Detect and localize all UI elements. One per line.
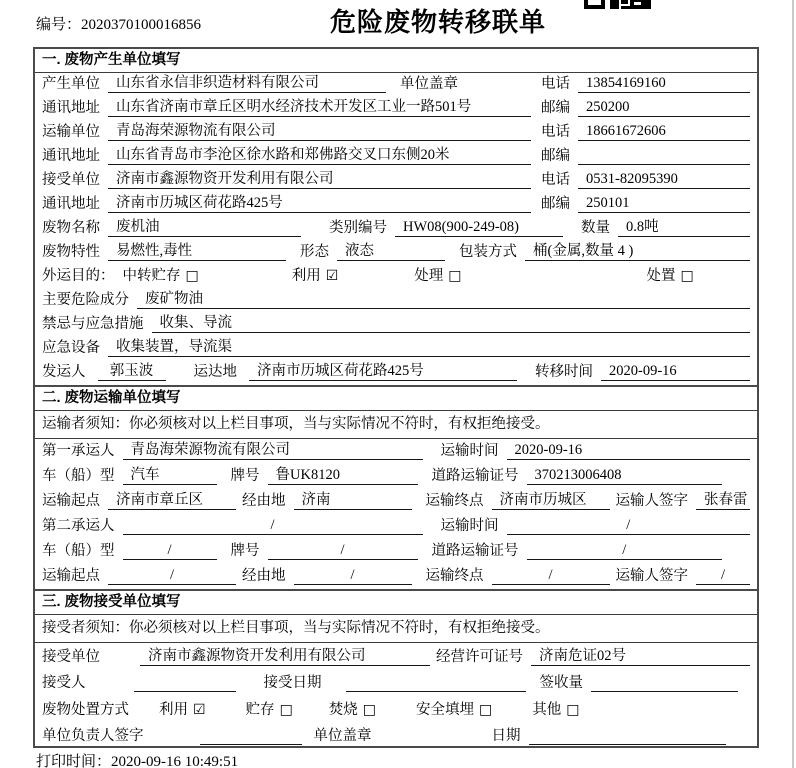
- row-vehicle-1: [35, 464, 757, 489]
- transport-unit-value: 青岛海荣源物流有限公司: [108, 122, 531, 141]
- page-title: 危险废物转移联单: [329, 7, 546, 37]
- producer-zip-label: 邮编: [541, 100, 570, 116]
- transporter-signature-label: 运输人签字: [615, 493, 688, 509]
- vehicle-type-label: 车（船）型: [42, 468, 115, 484]
- receiver-phone-value: 0531-82095390: [578, 170, 750, 189]
- emergency-measures-value: 收集、导流: [152, 314, 751, 333]
- row-emergency-measures: [35, 313, 757, 337]
- receiver-zip-value: 250101: [578, 194, 750, 213]
- checkbox-unchecked-icon: □: [448, 268, 462, 284]
- row-acceptor: [35, 670, 757, 697]
- document-number-label: 编号：: [36, 17, 82, 33]
- origin-2-label: 运输起点: [42, 568, 100, 584]
- producer-address-label: 通讯地址: [42, 100, 100, 116]
- disposal-option-label: 其他: [532, 701, 562, 718]
- row-transport-address: [35, 145, 757, 169]
- disposal-method-label: 废物处置方式: [42, 701, 129, 718]
- row-waste-traits: [35, 241, 757, 265]
- plate-number-2-value: /: [268, 541, 418, 560]
- producer-address-value: 山东省济南市章丘区明水经济技术开发区工业一路501号: [108, 98, 531, 117]
- purpose-option-label: 处置: [646, 268, 676, 284]
- transport-address-value: 山东省青岛市李沧区徐水路和郑佛路交叉口东侧20米: [108, 146, 531, 165]
- waste-traits-label: 废物特性: [42, 244, 100, 260]
- quantity-value: 0.8吨: [618, 218, 750, 237]
- vehicle-type-2-value: /: [123, 541, 217, 560]
- receiver-notice: [35, 615, 757, 643]
- transporter-notice-label: 运输者须知：: [42, 416, 129, 432]
- emergency-measures-label: 禁忌与应急措施: [42, 316, 144, 332]
- disposal-option-label: 安全填埋: [416, 701, 475, 718]
- road-permit-2-value: /: [527, 541, 723, 560]
- waste-traits-value: 易燃性,毒性: [108, 242, 286, 261]
- accept-unit-label: 接受单位: [42, 648, 100, 665]
- outbound-purpose-label: 外运目的：: [42, 268, 115, 284]
- via-2-value: /: [294, 566, 412, 585]
- transporter-notice-text: 你必须核对以上栏目事项，当与实际情况不符时，有权拒绝接受。: [129, 416, 550, 432]
- section-producer-header: 一. 废物产生单位填写: [35, 49, 757, 73]
- hazard-components-label: 主要危险成分: [42, 292, 129, 308]
- manifest-form: [33, 47, 759, 748]
- origin-2-value: /: [108, 566, 236, 585]
- section-receiver: [35, 589, 757, 749]
- packing-value: 桶(金属,数量 4 ): [525, 242, 750, 261]
- first-carrier-value: 青岛海荣源物流有限公司: [123, 441, 423, 460]
- producing-unit-value: 山东省永信非织造材料有限公司: [108, 74, 386, 93]
- row-responsible-signature: [35, 723, 757, 750]
- row-route-1: [35, 489, 757, 514]
- checkbox-checked-icon: ☑: [193, 701, 206, 718]
- row-transport-unit: [35, 121, 757, 145]
- accept-date-label: 接受日期: [263, 675, 322, 691]
- endpoint-label: 运输终点: [425, 493, 484, 509]
- accept-unit-value: 济南市鑫源物资开发利用有限公司: [140, 647, 430, 666]
- print-time-label: 打印时间：: [36, 754, 112, 768]
- plate-number-value: 鲁UK8120: [268, 466, 418, 485]
- checkbox-unchecked-icon: □: [279, 701, 293, 718]
- section-transporter: [35, 385, 757, 589]
- receiver-address-label: 通讯地址: [42, 196, 100, 212]
- vehicle-type-value: 汽车: [123, 466, 217, 485]
- document-number-value: 2020370100016856: [81, 17, 202, 33]
- hazard-components-value: 废矿物油: [137, 290, 750, 309]
- vehicle-type-2-label: 车（船）型: [42, 543, 115, 559]
- qr-code-icon: [584, 0, 654, 9]
- disposal-option-utilize: [159, 701, 206, 719]
- emergency-equipment-value: 收集装置，导流渠: [108, 338, 750, 357]
- endpoint-2-value: /: [492, 566, 610, 585]
- disposal-option-other: [532, 701, 579, 719]
- row-second-carrier: [35, 514, 757, 539]
- category-code-value: HW08(900-249-08): [395, 218, 563, 237]
- page-right-edge: [792, 0, 794, 768]
- second-carrier-label: 第二承运人: [42, 518, 115, 534]
- shipper-value: 郭玉波: [98, 362, 166, 381]
- checkbox-unchecked-icon: □: [479, 701, 493, 718]
- checkbox-unchecked-icon: □: [362, 701, 377, 718]
- transport-zip-value: [578, 146, 750, 165]
- destination-label: 运达地: [193, 364, 237, 380]
- transporter-notice: [35, 411, 757, 439]
- destination-value: 济南市历城区荷花路425号: [249, 362, 517, 381]
- first-carrier-label: 第一承运人: [42, 443, 115, 459]
- received-quantity-label: 签收量: [539, 675, 583, 691]
- row-disposal-method: [35, 696, 757, 723]
- row-outbound-purpose: [35, 265, 757, 289]
- print-time-value: 2020-09-16 10:49:51: [111, 754, 239, 768]
- section-producer: [35, 49, 757, 385]
- emergency-equipment-label: 应急设备: [42, 340, 100, 356]
- transporter-signature-2-label: 运输人签字: [615, 568, 688, 584]
- checkbox-checked-icon: ☑: [325, 268, 339, 284]
- date-label: 日期: [491, 728, 521, 744]
- row-first-carrier: [35, 439, 757, 464]
- road-permit-2-label: 道路运输证号: [431, 543, 519, 559]
- row-producer-address: [35, 97, 757, 121]
- transporter-signature-2-value: /: [696, 566, 750, 585]
- purpose-option-utilize: [292, 267, 339, 285]
- plate-number-2-label: 牌号: [230, 543, 260, 559]
- checkbox-unchecked-icon: □: [566, 701, 580, 718]
- accept-date-value: [346, 673, 526, 692]
- responsible-signature-value: [200, 726, 302, 745]
- waste-name-value: 废机油: [108, 218, 301, 237]
- disposal-option-label: 利用: [159, 701, 188, 718]
- purpose-option-label: 利用: [291, 268, 321, 284]
- receiver-phone-label: 电话: [541, 172, 570, 188]
- transporter-signature-value: 张春雷: [696, 491, 750, 510]
- via-2-label: 经由地: [242, 568, 286, 584]
- print-time: [36, 750, 238, 768]
- row-vehicle-2: [35, 539, 757, 564]
- receiver-address-value: 济南市历城区荷花路425号: [108, 194, 531, 213]
- unit-seal-label: 单位盖章: [400, 76, 458, 92]
- checkbox-unchecked-icon: □: [680, 268, 694, 284]
- purpose-option-dispose: [647, 267, 694, 285]
- road-permit-label: 道路运输证号: [431, 468, 519, 484]
- receiver-notice-text: 你必须核对以上栏目事项，当与实际情况不符时，有权拒绝接受。: [129, 620, 550, 636]
- transport-phone-label: 电话: [541, 124, 570, 140]
- transport-time-2-label: 运输时间: [440, 518, 499, 534]
- acceptor-value: [134, 673, 236, 692]
- producer-phone-value: 13854169160: [578, 74, 750, 93]
- transport-time-value: 2020-09-16: [507, 441, 751, 460]
- section-transporter-header: 二. 废物运输单位填写: [35, 387, 757, 411]
- row-emergency-equipment: [35, 337, 757, 361]
- second-carrier-value: /: [123, 516, 423, 535]
- receiver-zip-label: 邮编: [541, 196, 570, 212]
- purpose-option-transfer-storage: [123, 267, 199, 285]
- checkbox-unchecked-icon: □: [185, 268, 199, 284]
- disposal-option-incinerate: [329, 701, 376, 719]
- business-license-label: 经营许可证号: [436, 648, 523, 665]
- physical-form-label: 形态: [300, 244, 329, 260]
- category-code-label: 类别编号: [329, 220, 387, 236]
- acceptor-label: 接受人: [42, 675, 86, 691]
- via-value: 济南: [294, 491, 412, 510]
- producer-zip-value: 250200: [578, 98, 750, 117]
- disposal-option-landfill: [416, 701, 492, 719]
- quantity-label: 数量: [581, 220, 610, 236]
- purpose-option-label: 处理: [414, 268, 444, 284]
- row-route-2: [35, 564, 757, 589]
- row-shipper: [35, 361, 757, 385]
- disposal-option-label: 贮存: [245, 701, 275, 718]
- received-quantity-value: [591, 673, 738, 692]
- transport-time-label: 运输时间: [440, 443, 499, 459]
- date-value: [529, 726, 727, 745]
- transport-address-label: 通讯地址: [42, 148, 100, 164]
- plate-number-label: 牌号: [230, 468, 260, 484]
- purpose-option-treat: [414, 267, 461, 285]
- receiver-notice-label: 接受者须知：: [42, 620, 129, 636]
- transport-time-2-value: /: [507, 516, 751, 535]
- origin-label: 运输起点: [42, 493, 100, 509]
- responsible-signature-label: 单位负责人签字: [42, 728, 144, 744]
- row-waste-name: [35, 217, 757, 241]
- endpoint-value: 济南市历城区: [492, 491, 610, 510]
- receiving-unit-label: 接受单位: [42, 172, 100, 188]
- business-license-value: 济南危证02号: [531, 647, 750, 666]
- row-hazard-components: [35, 289, 757, 313]
- physical-form-value: 液态: [337, 242, 445, 261]
- waste-name-label: 废物名称: [42, 220, 100, 236]
- receiving-unit-value: 济南市鑫源物资开发利用有限公司: [108, 170, 531, 189]
- packing-label: 包装方式: [459, 244, 517, 260]
- via-label: 经由地: [242, 493, 286, 509]
- producer-phone-label: 电话: [541, 76, 570, 92]
- endpoint-2-label: 运输终点: [425, 568, 484, 584]
- road-permit-value: 370213006408: [527, 466, 723, 485]
- purpose-option-label: 中转贮存: [122, 268, 181, 284]
- row-receiving-unit: [35, 169, 757, 193]
- transfer-time-label: 转移时间: [535, 364, 593, 380]
- shipper-label: 发运人: [42, 364, 86, 380]
- disposal-option-store: [246, 701, 293, 719]
- disposal-option-label: 焚烧: [328, 701, 358, 718]
- section-receiver-header: 三. 废物接受单位填写: [35, 591, 757, 615]
- transport-unit-label: 运输单位: [42, 124, 100, 140]
- row-accept-unit: [35, 643, 757, 670]
- document-header: [0, 0, 796, 47]
- transport-zip-label: 邮编: [541, 148, 570, 164]
- transport-phone-value: 18661672606: [578, 122, 750, 141]
- unit-seal-2-label: 单位盖章: [313, 728, 372, 744]
- transfer-time-value: 2020-09-16: [601, 362, 750, 381]
- producing-unit-label: 产生单位: [42, 76, 100, 92]
- origin-value: 济南市章丘区: [108, 491, 236, 510]
- row-receiver-address: [35, 193, 757, 217]
- row-producing-unit: [35, 73, 757, 97]
